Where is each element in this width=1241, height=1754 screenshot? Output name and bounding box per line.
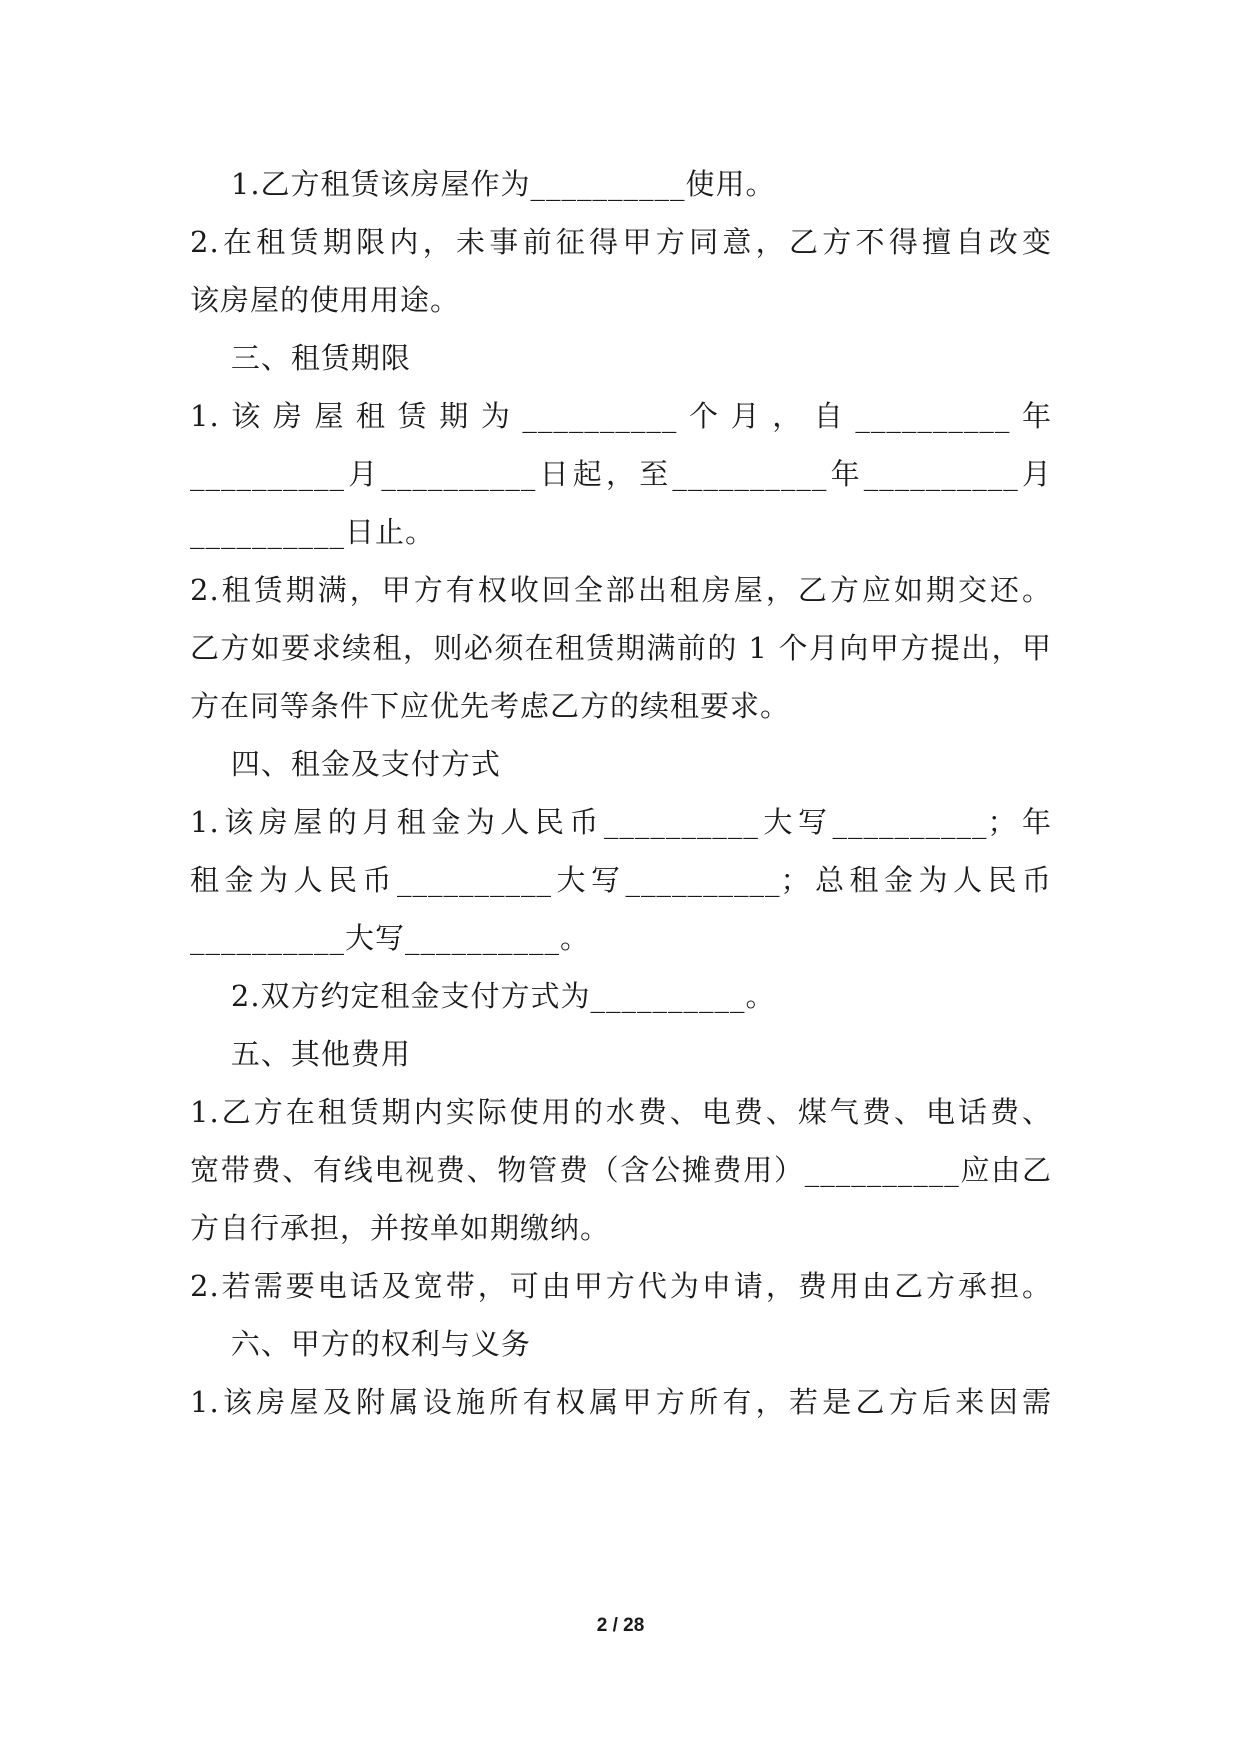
text-line: 乙方如要求续租，则必须在租赁期满前的 1 个月向甲方提出，甲 (190, 631, 1052, 665)
text-line: 1.乙方租赁该房屋作为__________使用。 (190, 167, 776, 201)
page-number: 2 / 28 (596, 1615, 645, 1636)
section-heading: 五、其他费用 (190, 1037, 411, 1071)
text-line: 方自行承担，并按单如期缴纳。 (190, 1211, 611, 1245)
text-line: 2.租赁期满，甲方有权收回全部出租房屋，乙方应如期交还。 (190, 573, 1052, 607)
text-line: __________大写__________。 (190, 921, 591, 955)
text-line: 2.在租赁期限内，未事前征得甲方同意，乙方不得擅自改变 (190, 225, 1052, 259)
section-heading: 三、租赁期限 (190, 341, 411, 375)
text-line: 2.双方约定租金支付方式为__________。 (190, 979, 776, 1013)
text-line: 2.若需要电话及宽带，可由甲方代为申请，费用由乙方承担。 (190, 1269, 1052, 1303)
section-heading: 四、租金及支付方式 (190, 747, 501, 781)
text-line: 该房屋的使用用途。 (190, 283, 461, 317)
text-line: 宽带费、有线电视费、物管费（含公摊费用）__________应由乙 (190, 1153, 1052, 1187)
text-line: 1.该房屋的月租金为人民币__________大写__________；年 (190, 805, 1052, 839)
text-line: 1.该房屋租赁期为__________个月，自__________年 (190, 399, 1052, 433)
text-line: 租金为人民币__________大写__________；总租金为人民币 (190, 863, 1052, 897)
text-line: 1.乙方在租赁期内实际使用的水费、电费、煤气费、电话费、 (190, 1095, 1052, 1129)
text-line: __________月__________日起，至__________年__________月 (190, 457, 1052, 491)
section-heading: 六、甲方的权利与义务 (190, 1327, 531, 1361)
text-line: __________日止。 (190, 515, 436, 549)
text-line: 方在同等条件下应优先考虑乙方的续租要求。 (190, 689, 791, 723)
text-line: 1.该房屋及附属设施所有权属甲方所有，若是乙方后来因需 (190, 1385, 1052, 1419)
